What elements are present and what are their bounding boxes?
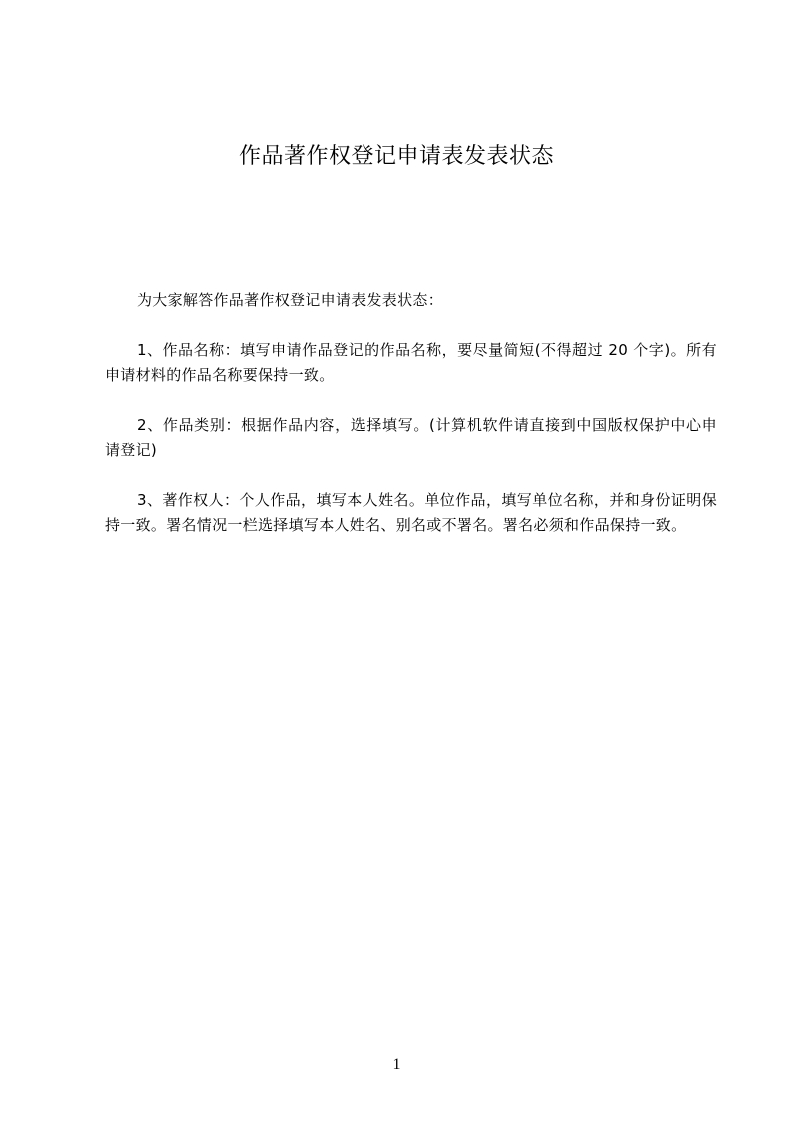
page-number: 1 — [392, 1056, 401, 1073]
paragraph-copyright-owner: 3、著作权人：个人作品，填写本人姓名。单位作品，填写单位名称，并和身份证明保持一致。署名情况一栏选择填写本人姓名、别名或不署名。署名必须和作品保持一致。 — [105, 491, 717, 534]
page-title: 作品著作权登记申请表发表状态 — [238, 144, 554, 169]
document-body — [105, 288, 717, 563]
paragraph-work-category: 2、作品类别：根据作品内容，选择填写。(计算机软件请直接到中国版权保护中心申请登记) — [105, 416, 717, 459]
intro-paragraph: 为大家解答作品著作权登记申请表发表状态： — [137, 291, 444, 309]
paragraph-work-name: 1、作品名称：填写申请作品登记的作品名称，要尽量简短(不得超过 20 个字)。所有申请材料的作品名称要保持一致。 — [105, 341, 717, 384]
